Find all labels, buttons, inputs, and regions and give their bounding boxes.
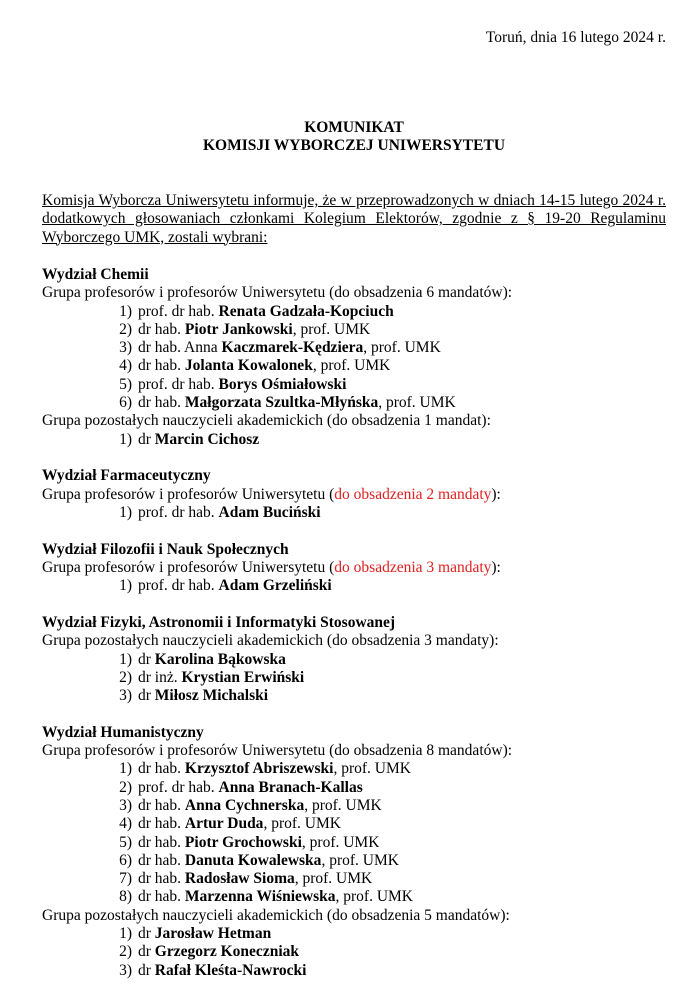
list-item	[42, 357, 666, 375]
list-item	[42, 669, 666, 687]
elected-list	[42, 925, 666, 980]
group-label-highlight: do obsadzenia 3 mandaty	[334, 558, 492, 576]
list-item	[42, 962, 666, 980]
academic-title: dr hab.	[138, 357, 185, 375]
list-item	[42, 760, 666, 778]
elected-list	[42, 303, 666, 413]
list-item	[42, 687, 666, 705]
faculty-section	[42, 724, 666, 980]
item-number: 1)	[119, 503, 132, 521]
item-number: 6)	[119, 394, 132, 412]
academic-title: dr	[138, 961, 155, 979]
academic-title: dr hab.	[138, 320, 185, 338]
elected-list	[42, 760, 666, 906]
item-number: 4)	[119, 357, 132, 375]
list-item	[42, 651, 666, 669]
group-label-text: Grupa profesorów i profesorów Uniwersytetu (	[42, 558, 335, 576]
group-label	[42, 412, 666, 430]
list-item	[42, 376, 666, 394]
voter-group	[42, 907, 666, 980]
item-number: 3)	[119, 339, 132, 357]
item-number: 1)	[119, 302, 132, 320]
person-name: Anna Cychnerska	[184, 796, 305, 814]
academic-title: prof. dr hab.	[138, 503, 219, 521]
item-number: 1)	[119, 925, 132, 943]
list-item	[42, 321, 666, 339]
group-label-text: Grupa profesorów i profesorów Uniwersytetu (	[42, 485, 335, 503]
title-suffix: , prof. UMK	[292, 320, 371, 338]
person-name: Adam Grzeliński	[218, 577, 332, 595]
person-name: Małgorzata Szultka-Młyńska	[184, 394, 379, 412]
intro-line-3: Wyborczego UMK, zostali wybrani:	[42, 228, 268, 246]
academic-title: dr inż.	[138, 668, 182, 686]
title-suffix: , prof. UMK	[321, 851, 399, 869]
title-suffix: , prof. UMK	[294, 870, 373, 888]
voter-group	[42, 412, 666, 449]
title-suffix: , prof. UMK	[363, 339, 441, 357]
list-item	[42, 870, 666, 888]
voter-group	[42, 742, 666, 907]
item-number: 8)	[119, 888, 132, 906]
person-name: Grzegorz Koneczniak	[154, 943, 299, 961]
item-number: 1)	[119, 430, 132, 448]
item-number: 1)	[119, 760, 132, 778]
list-item	[42, 943, 666, 961]
person-name: Radosław Sioma	[184, 870, 295, 888]
list-item	[42, 852, 666, 870]
group-label-text: Grupa pozostałych nauczycieli akademickich (do obsadzenia 5 mandatów):	[42, 906, 510, 924]
item-number: 2)	[119, 668, 132, 686]
group-label	[42, 284, 666, 302]
list-item	[42, 888, 666, 906]
academic-title: prof. dr hab.	[138, 375, 219, 393]
voter-group	[42, 284, 666, 412]
list-item	[42, 779, 666, 797]
list-item	[42, 925, 666, 943]
academic-title: dr hab.	[138, 833, 185, 851]
group-label-highlight: do obsadzenia 2 mandaty	[334, 485, 492, 503]
faculty-section	[42, 541, 666, 596]
academic-title: dr	[138, 925, 155, 943]
faculty-section	[42, 614, 666, 705]
title-line-2: KOMISJI WYBORCZEJ UNIWERSYTETU	[202, 137, 506, 155]
group-label-text: Grupa pozostałych nauczycieli akademickich (do obsadzenia 1 mandat):	[42, 412, 491, 430]
intro-paragraph	[42, 192, 666, 247]
list-item	[42, 303, 666, 321]
title-suffix: , prof. UMK	[333, 760, 411, 778]
title-suffix: , prof. UMK	[304, 796, 382, 814]
list-item	[42, 431, 666, 449]
item-number: 2)	[119, 778, 132, 796]
person-name: Krystian Erwiński	[181, 668, 305, 686]
group-label-tail: ):	[491, 485, 501, 503]
intro-line-2: dodatkowych głosowaniach członkami Kolegium Elektorów, zgodnie z § 19-20 Regulaminu	[42, 210, 666, 228]
person-name: Renata Gadzała-Kopciuch	[218, 302, 394, 320]
title-suffix: , prof. UMK	[312, 357, 391, 375]
academic-title: dr hab.	[138, 394, 185, 412]
faculty-name: Wydział Chemii	[42, 266, 149, 283]
group-label-tail: ):	[491, 558, 501, 576]
item-number: 1)	[119, 577, 132, 595]
academic-title: prof. dr hab.	[138, 778, 219, 796]
item-number: 6)	[119, 851, 132, 869]
faculty-name: Wydział Farmaceutyczny	[42, 467, 211, 485]
academic-title: dr hab.	[138, 851, 185, 869]
person-name: Jolanta Kowalonek	[184, 357, 313, 375]
person-name: Karolina Bąkowska	[154, 650, 286, 668]
faculty-name: Wydział Fizyki, Astronomii i Informatyki Stosowanej	[42, 613, 396, 631]
faculty-name: Wydział Filozofii i Nauk Społecznych	[42, 540, 289, 558]
list-item	[42, 504, 666, 522]
item-number: 4)	[119, 815, 132, 833]
person-name: Adam Buciński	[218, 503, 321, 521]
group-label	[42, 907, 666, 925]
voter-group	[42, 559, 666, 596]
academic-title: dr	[138, 943, 155, 961]
item-number: 5)	[119, 375, 132, 393]
document-title	[42, 119, 666, 156]
voter-group	[42, 486, 666, 523]
item-number: 3)	[119, 961, 132, 979]
group-label	[42, 559, 666, 577]
faculty-sections	[42, 266, 666, 998]
list-item	[42, 339, 666, 357]
group-label-text: Grupa pozostałych nauczycieli akademickich (do obsadzenia 3 mandaty):	[42, 632, 499, 650]
item-number: 3)	[119, 796, 132, 814]
list-item	[42, 577, 666, 595]
faculty-name: Wydział Humanistyczny	[42, 723, 204, 741]
item-number: 1)	[119, 650, 132, 668]
academic-title: dr hab.	[138, 888, 185, 906]
group-label	[42, 486, 666, 504]
academic-title: dr hab.	[138, 796, 185, 814]
academic-title: dr hab.	[138, 870, 185, 888]
title-suffix: , prof. UMK	[335, 888, 413, 906]
item-number: 3)	[119, 687, 132, 705]
voter-group	[42, 632, 666, 705]
elected-list	[42, 504, 666, 522]
person-name: Jarosław Hetman	[154, 925, 272, 943]
academic-title: dr	[138, 687, 155, 705]
elected-list	[42, 431, 666, 449]
person-name: Rafał Kleśta-Nawrocki	[154, 961, 307, 979]
person-name: Kaczmarek-Kędziera	[221, 339, 364, 357]
person-name: Danuta Kowalewska	[184, 851, 322, 869]
person-name: Artur Duda	[184, 815, 264, 833]
group-label	[42, 632, 666, 650]
person-name: Marcin Cichosz	[154, 430, 260, 448]
faculty-section	[42, 467, 666, 522]
academic-title: dr	[138, 650, 155, 668]
elected-list	[42, 577, 666, 595]
academic-title: dr	[138, 430, 155, 448]
group-label	[42, 742, 666, 760]
academic-title: dr hab. Anna	[138, 339, 222, 357]
academic-title: prof. dr hab.	[138, 577, 219, 595]
person-name: Piotr Jankowski	[184, 320, 293, 338]
list-item	[42, 394, 666, 412]
item-number: 7)	[119, 870, 132, 888]
group-label-text: Grupa profesorów i profesorów Uniwersytetu (do obsadzenia 6 mandatów):	[42, 284, 513, 302]
academic-title: dr hab.	[138, 815, 185, 833]
title-suffix: , prof. UMK	[263, 815, 341, 833]
item-number: 2)	[119, 943, 132, 961]
item-number: 2)	[119, 320, 132, 338]
list-item	[42, 797, 666, 815]
person-name: Piotr Grochowski	[184, 833, 302, 851]
intro-line-1: Komisja Wyborcza Uniwersytetu informuje, że w przeprowadzonych w dniach 14-15 lutego 2024 r.	[42, 192, 666, 209]
person-name: Miłosz Michalski	[154, 687, 269, 705]
person-name: Marzenna Wiśniewska	[184, 888, 336, 906]
list-item	[42, 815, 666, 833]
title-suffix: , prof. UMK	[378, 394, 456, 412]
group-label-text: Grupa profesorów i profesorów Uniwersytetu (do obsadzenia 8 mandatów):	[42, 742, 513, 760]
person-name: Borys Ośmiałowski	[218, 375, 347, 393]
title-line-1: KOMUNIKAT	[304, 119, 404, 136]
item-number: 5)	[119, 833, 132, 851]
person-name: Krzysztof Abriszewski	[184, 760, 334, 778]
faculty-section	[42, 266, 666, 449]
person-name: Anna Branach-Kallas	[218, 778, 363, 796]
academic-title: prof. dr hab.	[138, 302, 219, 320]
list-item	[42, 834, 666, 852]
academic-title: dr hab.	[138, 760, 185, 778]
title-suffix: , prof. UMK	[301, 833, 380, 851]
elected-list	[42, 651, 666, 706]
date-line: Toruń, dnia 16 lutego 2024 r.	[485, 29, 666, 46]
